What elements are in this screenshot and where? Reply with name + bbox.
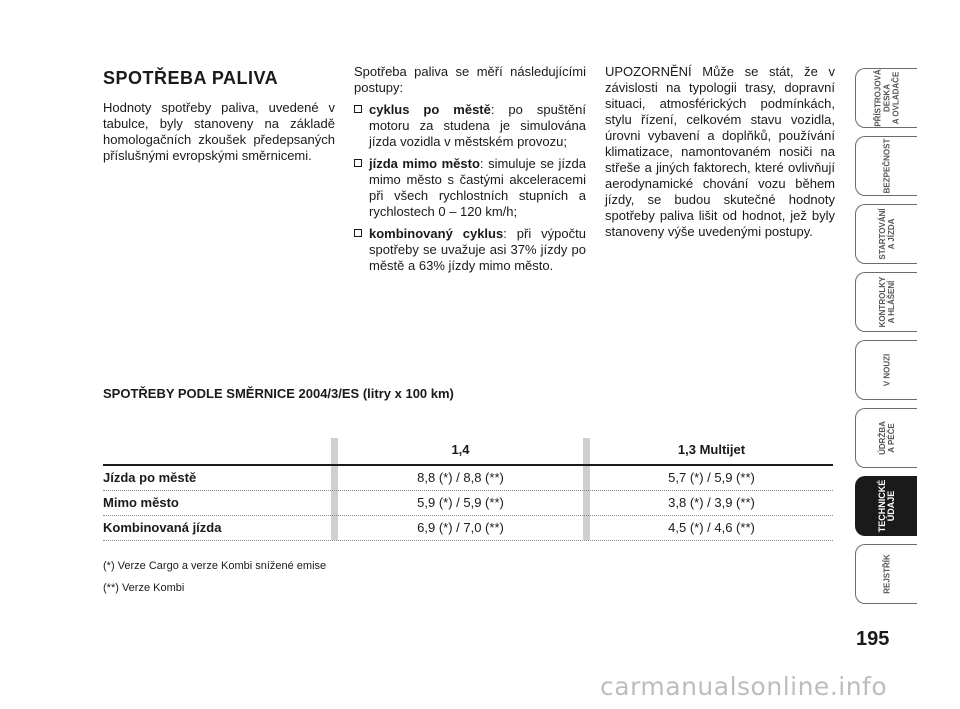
intro-text: Hodnoty spotřeby paliva, uvedené v tabulce, byly stanoveny na základě homologačních zkoušek předepsaných příslušnými evropskými směrnicemi. bbox=[103, 100, 335, 163]
tab-label: ÚDRŽBA A PÉČE bbox=[877, 421, 896, 455]
table-cell: 3,8 (*) / 3,9 (**) bbox=[668, 495, 755, 510]
row-label: Jízda po městě bbox=[103, 470, 197, 485]
table-cell: 4,5 (*) / 4,6 (**) bbox=[668, 520, 755, 535]
method-text: : po spuštění motoru za studena je simulována jízda vozidla v městském provozu; bbox=[369, 102, 586, 149]
warning-text: UPOZORNĚNÍ Může se stát, že v závislosti na typologii trasy, dopravní situaci, atmosférických podmínkách, stylu řízení, celkovém stavu vozidla, úrovni vybavení a doplňků, používání klimatizace, namontovaném nosiči na střeše a jiných faktorech, které ovlivňují aerodynamické chování vozu během jízdy, se budou skutečné hodnoty spotřeby paliva lišit od hodnot, jež byly stanoveny výše uvedenými postupy. bbox=[605, 64, 835, 239]
tab-startovani[interactable] bbox=[855, 204, 917, 264]
tab-rejstrik[interactable] bbox=[855, 544, 917, 604]
consumption-table bbox=[103, 438, 833, 541]
table-header-row bbox=[103, 438, 833, 466]
list-item bbox=[354, 226, 586, 274]
table-cell: 5,7 (*) / 5,9 (**) bbox=[668, 470, 755, 485]
list-item bbox=[354, 102, 586, 150]
method-list bbox=[354, 102, 586, 274]
watermark: carmanualsonline.info bbox=[600, 672, 888, 701]
tab-technicke-udaje[interactable] bbox=[855, 476, 917, 536]
tab-label: BEZPEČNOST bbox=[882, 138, 891, 194]
tab-v-nouzi[interactable] bbox=[855, 340, 917, 400]
table-cell: 5,9 (*) / 5,9 (**) bbox=[417, 495, 504, 510]
method-lead: Spotřeba paliva se měří následujícími postupy: bbox=[354, 64, 586, 95]
tab-label: STARTOVÁNÍ A JÍZDA bbox=[877, 208, 896, 260]
row-label: Mimo město bbox=[103, 495, 179, 510]
tab-label: REJSTŘÍK bbox=[882, 554, 891, 594]
footnote: (*) Verze Cargo a verze Kombi snížené emise bbox=[103, 560, 327, 572]
tab-udrzba[interactable] bbox=[855, 408, 917, 468]
method-text: : při výpočtu spotřeby se uvažuje asi 37% jízdy po městě a 63% jízdy mimo město. bbox=[369, 226, 586, 273]
tab-pristrojova-deska[interactable] bbox=[855, 68, 917, 128]
tab-label: TECHNICKÉ ÚDAJE bbox=[876, 479, 896, 533]
row-label: Kombinovaná jízda bbox=[103, 520, 222, 535]
table-row bbox=[103, 516, 833, 541]
warning-column bbox=[605, 64, 835, 240]
method-term: kombinovaný cyklus bbox=[369, 226, 504, 241]
tab-label: PŘÍSTROJOVÁ DESKA A OVLADAČE bbox=[873, 69, 900, 127]
method-term: cyklus po městě bbox=[369, 102, 491, 117]
intro-column bbox=[103, 64, 335, 164]
page-number: 195 bbox=[856, 628, 890, 650]
header-cell: 1,3 Multijet bbox=[677, 442, 746, 457]
checkbox-bullet-icon bbox=[354, 105, 362, 113]
tab-kontrolky[interactable] bbox=[855, 272, 917, 332]
tab-label: V NOUZI bbox=[882, 353, 891, 387]
tab-bezpecnost[interactable] bbox=[855, 136, 917, 196]
table-row bbox=[103, 466, 833, 491]
header-cell: 1,4 bbox=[451, 442, 470, 457]
method-term: jízda mimo město bbox=[369, 156, 480, 171]
checkbox-bullet-icon bbox=[354, 159, 362, 167]
table-title: SPOTŘEBY PODLE SMĚRNICE 2004/3/ES (litry x 100 km) bbox=[103, 386, 454, 401]
checkbox-bullet-icon bbox=[354, 229, 362, 237]
section-tabs bbox=[855, 68, 919, 612]
tab-label: KONTROLKY A HLÁŠENÍ bbox=[877, 276, 896, 328]
table-cell: 6,9 (*) / 7,0 (**) bbox=[417, 520, 504, 535]
method-text: : simuluje se jízda mimo město s častými akceleracemi při všech rychlostních stupních a rychlostech 0 – 120 km/h; bbox=[369, 156, 586, 219]
footnote: (**) Verze Kombi bbox=[103, 582, 185, 594]
section-title: SPOTŘEBA PALIVA bbox=[103, 68, 279, 88]
method-column bbox=[354, 64, 586, 280]
list-item bbox=[354, 156, 586, 220]
table-row bbox=[103, 491, 833, 516]
table-cell: 8,8 (*) / 8,8 (**) bbox=[417, 470, 504, 485]
